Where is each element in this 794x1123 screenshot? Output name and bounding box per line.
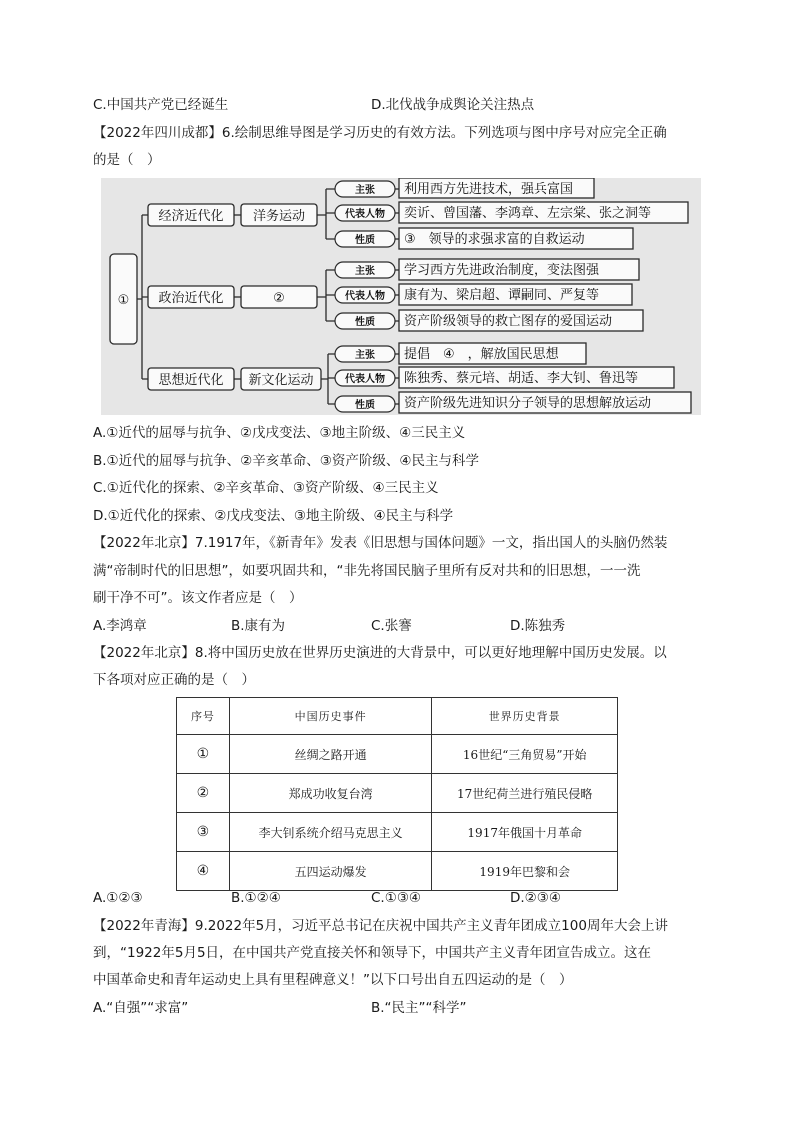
mm-text: 资产阶级先进知识分子领导的思想解放运动 bbox=[404, 396, 652, 411]
table-cell: 1919年巴黎和会 bbox=[432, 852, 618, 891]
table-cell: ② bbox=[177, 774, 230, 813]
mm-connector-1 bbox=[317, 189, 335, 239]
q5-option-d: D.北伐战争成舆论关注热点 bbox=[371, 97, 535, 113]
q9-stem-line1: 【2022年青海】9.2022年5月，习近平总书记在庆祝中国共产主义青年团成立100周年大会上讲 bbox=[93, 918, 668, 934]
mm-tag-label: 主张 bbox=[355, 266, 375, 277]
mm-tag-label: 主张 bbox=[355, 350, 375, 361]
q5-option-c: C.中国共产党已经诞生 bbox=[93, 97, 229, 113]
q7-option-b: B.康有为 bbox=[231, 618, 286, 634]
mm-sub-yangwu-label: 洋务运动 bbox=[252, 209, 306, 224]
mm-root-connector bbox=[137, 215, 148, 379]
mm-connector-3 bbox=[321, 354, 335, 404]
table-cell: ④ bbox=[177, 852, 230, 891]
q7-stem-line3: 刷干净不可”。该文作者应是（ ） bbox=[93, 590, 303, 606]
q8-stem-line1: 【2022年北京】8.将中国历史放在世界历史演进的大背景中，可以更好地理解中国历史发展。以 bbox=[93, 645, 667, 661]
mm-text: 提倡 ④ ，解放国民思想 bbox=[404, 347, 559, 362]
q8-option-a: A.①②③ bbox=[93, 890, 143, 906]
mm-tag-label: 代表人物 bbox=[345, 291, 385, 302]
q6-option-d: D.①近代化的探索、②戊戌变法、③地主阶级、④民主与科学 bbox=[93, 508, 454, 524]
table-header: 世界历史背景 bbox=[432, 698, 618, 735]
table-cell: ① bbox=[177, 735, 230, 774]
history-event-table bbox=[176, 697, 618, 891]
mm-sub-newculture-label: 新文化运动 bbox=[248, 373, 314, 388]
mind-map bbox=[101, 178, 701, 415]
q8-option-b: B.①②④ bbox=[231, 890, 281, 906]
q7-option-d: D.陈独秀 bbox=[510, 618, 566, 634]
table-cell: ③ bbox=[177, 813, 230, 852]
q7-stem-line1: 【2022年北京】7.1917年，《新青年》发表《旧思想与国体问题》一文，指出国人的头脑仍然装 bbox=[93, 535, 668, 551]
table-row bbox=[177, 774, 618, 813]
mm-tag-label: 主张 bbox=[355, 185, 375, 196]
table-cell: 1917年俄国十月革命 bbox=[432, 813, 618, 852]
q6-option-a: A.①近代的屈辱与抗争、②戊戌变法、③地主阶级、④三民主义 bbox=[93, 425, 466, 441]
table-header-row bbox=[177, 698, 618, 735]
mm-branch-economy-label: 经济近代化 bbox=[158, 209, 224, 224]
table-cell: 李大钊系统介绍马克思主义 bbox=[229, 813, 432, 852]
mm-tag-label: 代表人物 bbox=[345, 209, 385, 220]
table-row bbox=[177, 735, 618, 774]
mm-text: 利用西方先进技术，强兵富国 bbox=[404, 182, 574, 197]
q8-stem-line2: 下各项对应正确的是（ ） bbox=[93, 672, 255, 688]
q6-stem-line1: 【2022年四川成都】6.绘制思维导图是学习历史的有效方法。下列选项与图中序号对应完全正确 bbox=[93, 125, 667, 141]
mm-text: 资产阶级领导的救亡图存的爱国运动 bbox=[404, 314, 613, 329]
mm-branch-thought-label: 思想近代化 bbox=[158, 373, 224, 388]
mm-text: 奕䜣、曾国藩、李鸿章、左宗棠、张之洞等 bbox=[404, 206, 652, 221]
q7-stem-line2: 满“帝制时代的旧思想”，如要巩固共和，“非先将国民脑子里所有反对共和的旧思想，一一洗 bbox=[93, 563, 641, 579]
mm-tag-label: 性质 bbox=[355, 317, 375, 328]
table-cell: 五四运动爆发 bbox=[229, 852, 432, 891]
mm-tag-label: 代表人物 bbox=[345, 374, 385, 385]
q9-option-a: A.“自强”“求富” bbox=[93, 1000, 189, 1016]
mind-map-svg bbox=[101, 178, 701, 415]
q8-option-c: C.①③④ bbox=[371, 890, 422, 906]
mm-root-label: ① bbox=[117, 293, 130, 308]
table-header: 序号 bbox=[177, 698, 230, 735]
q6-option-c: C.①近代化的探索、②辛亥革命、③资产阶级、④三民主义 bbox=[93, 480, 439, 496]
mm-sub-blank2-label: ② bbox=[273, 291, 285, 306]
q7-option-a: A.李鸿章 bbox=[93, 618, 147, 634]
mm-branch-politics-label: 政治近代化 bbox=[158, 291, 224, 306]
table-row bbox=[177, 813, 618, 852]
mm-text: ③ 领导的求强求富的自救运动 bbox=[404, 232, 585, 247]
mm-text: 康有为、梁启超、谭嗣同、严复等 bbox=[404, 288, 600, 303]
table-row bbox=[177, 852, 618, 891]
mm-tag-label: 性质 bbox=[355, 235, 375, 246]
q9-stem-line3: 中国革命史和青年运动史上具有里程碑意义！”以下口号出自五四运动的是（ ） bbox=[93, 972, 573, 988]
q7-option-c: C.张謇 bbox=[371, 618, 412, 634]
table-cell: 17世纪荷兰进行殖民侵略 bbox=[432, 774, 618, 813]
mm-rows bbox=[335, 178, 691, 413]
mm-connector-2 bbox=[317, 270, 335, 321]
table-cell: 丝绸之路开通 bbox=[229, 735, 432, 774]
table-cell: 郑成功收复台湾 bbox=[229, 774, 432, 813]
table-cell: 16世纪“三角贸易”开始 bbox=[432, 735, 618, 774]
mm-text: 学习西方先进政治制度，变法图强 bbox=[404, 263, 600, 278]
q6-option-b: B.①近代的屈辱与抗争、②辛亥革命、③资产阶级、④民主与科学 bbox=[93, 453, 479, 469]
mm-text: 陈独秀、蔡元培、胡适、李大钊、鲁迅等 bbox=[404, 371, 639, 386]
table-header: 中国历史事件 bbox=[229, 698, 432, 735]
mm-tag-label: 性质 bbox=[355, 400, 375, 411]
q9-option-b: B.“民主”“科学” bbox=[371, 1000, 467, 1016]
q6-stem-line2: 的是（ ） bbox=[93, 152, 161, 168]
q8-option-d: D.②③④ bbox=[510, 890, 561, 906]
q9-stem-line2: 到，“1922年5月5日，在中国共产党直接关怀和领导下，中国共产主义青年团宣告成立。这在 bbox=[93, 945, 652, 961]
